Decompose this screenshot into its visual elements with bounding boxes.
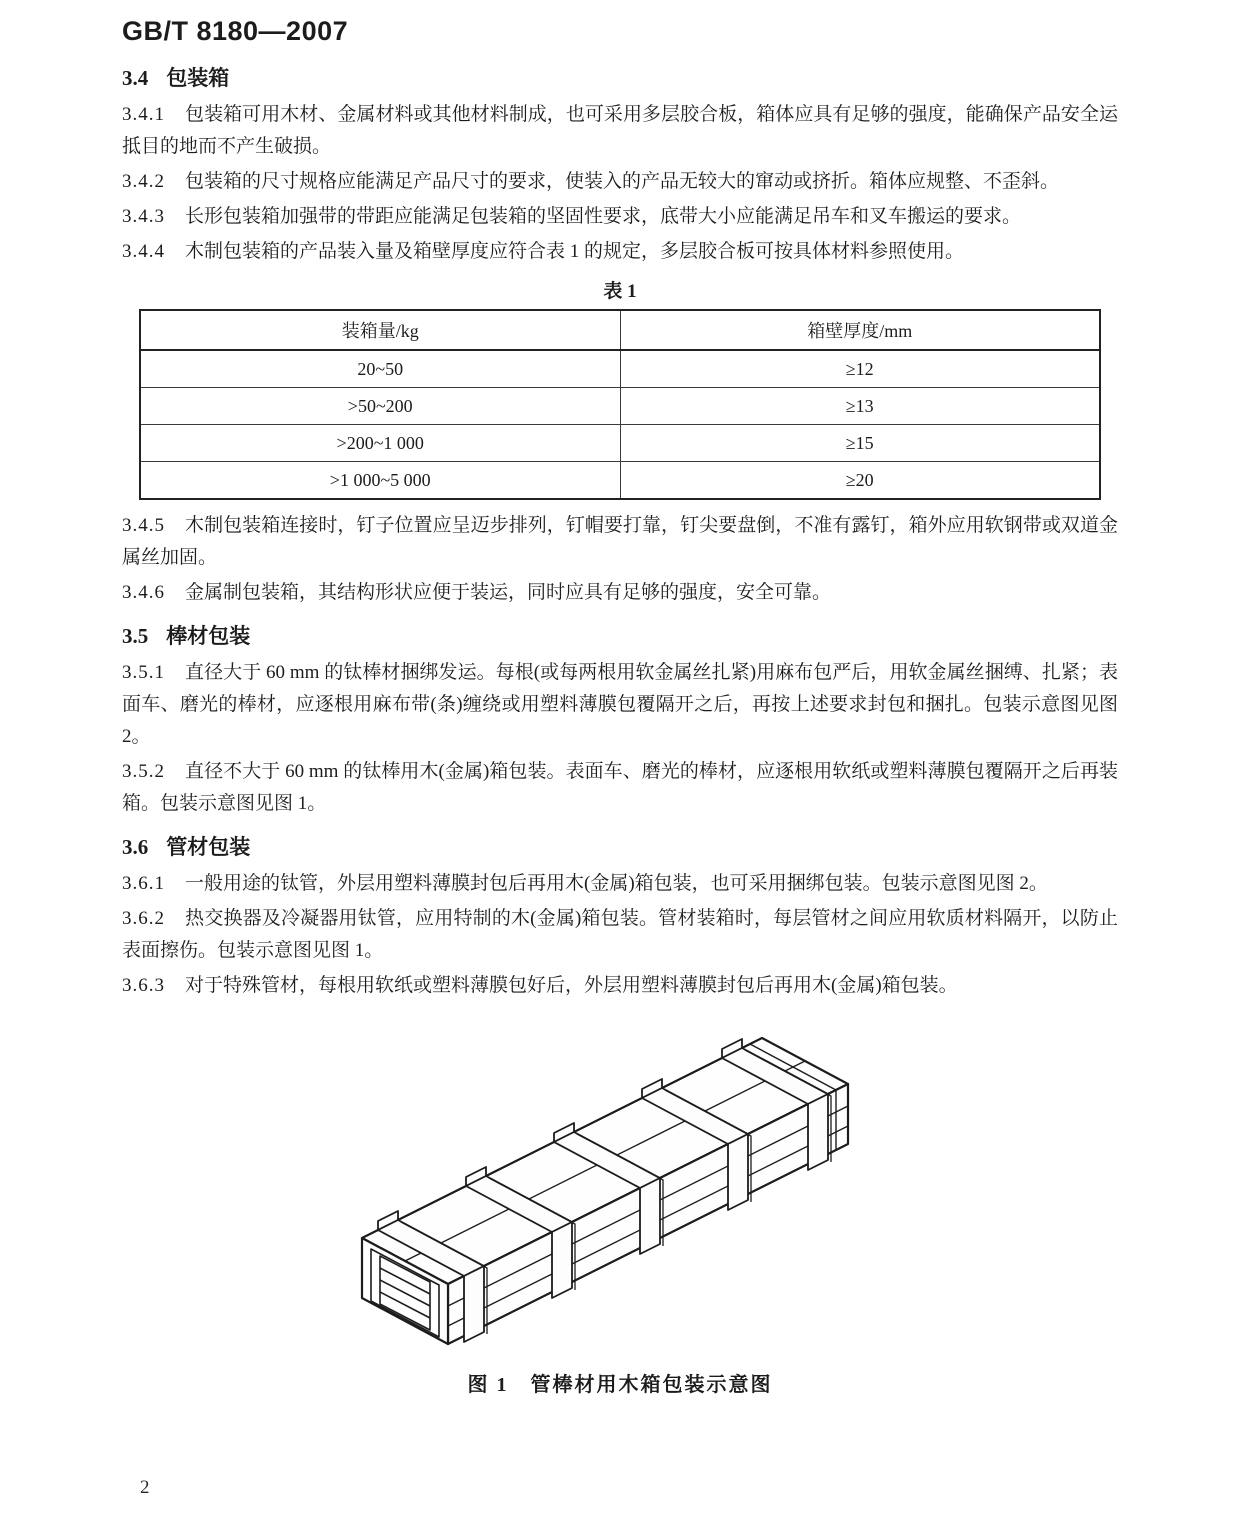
heading-title: 包装箱 — [166, 66, 230, 90]
clause-text: 木制包装箱的产品装入量及箱壁厚度应符合表 1 的规定，多层胶合板可按具体材料参照使用。 — [185, 241, 965, 262]
cell-weight-range: >200~1 000 — [140, 425, 620, 462]
clause-text: 直径大于 60 mm 的钛棒材捆绑发运。每根(或每两根用软金属丝扎紧)用麻布包严后，用软金属丝捆缚、扎紧；表面车、磨光的棒材，应逐根用麻布带(条)缠绕或用塑料薄膜包覆隔开之后，再按上述要求封包和捆扎。包装示意图见图 2。 — [122, 662, 1118, 747]
cell-thickness: ≥12 — [620, 350, 1100, 388]
clause-number: 3.4.3 — [122, 206, 165, 227]
figure-1 — [340, 1016, 900, 1356]
col-header-packing-weight: 装箱量/kg — [140, 310, 620, 350]
heading-title: 棒材包装 — [166, 624, 251, 648]
table-1 — [139, 309, 1101, 500]
col-header-wall-thickness: 箱壁厚度/mm — [620, 310, 1100, 350]
cell-thickness: ≥15 — [620, 425, 1100, 462]
figure-1-caption: 图 1 管棒材用木箱包装示意图 — [467, 1374, 773, 1396]
clause-3-4-3 — [122, 201, 1118, 233]
clause-3-4-4 — [122, 236, 1118, 268]
clause-number: 3.6.1 — [122, 873, 165, 894]
clause-number: 3.6.2 — [122, 908, 165, 929]
heading-3-5 — [122, 621, 1118, 651]
cell-thickness: ≥20 — [620, 462, 1100, 500]
clause-text: 包装箱的尺寸规格应能满足产品尺寸的要求，使装入的产品无较大的窜动或挤折。箱体应规整、不歪斜。 — [185, 171, 1060, 192]
clause-3-4-2 — [122, 166, 1118, 198]
wooden-crate-figure — [340, 1016, 900, 1356]
clause-text: 金属制包装箱，其结构形状应便于装运，同时应具有足够的强度，安全可靠。 — [185, 582, 832, 603]
clause-3-6-1 — [122, 868, 1118, 900]
clause-text: 木制包装箱连接时，钉子位置应呈迈步排列，钉帽要打靠，钉尖要盘倒，不准有露钉，箱外应用软钢带或双道金属丝加固。 — [122, 515, 1118, 568]
clause-text: 长形包装箱加强带的带距应能满足包装箱的坚固性要求，底带大小应能满足吊车和叉车搬运的要求。 — [185, 206, 1022, 227]
clause-number: 3.4.1 — [122, 104, 165, 125]
clause-3-5-2 — [122, 756, 1118, 820]
clause-text: 热交换器及冷凝器用钛管，应用特制的木(金属)箱包装。管材装箱时，每层管材之间应用软质材料隔开，以防止表面擦伤。包装示意图见图 1。 — [122, 908, 1118, 961]
heading-number: 3.6 — [122, 835, 149, 859]
heading-3-4 — [122, 63, 1118, 93]
cell-weight-range: 20~50 — [140, 350, 620, 388]
table-row — [140, 388, 1100, 425]
clause-3-4-5 — [122, 510, 1118, 574]
table-1-title: 表 1 — [603, 281, 637, 302]
clause-number: 3.4.6 — [122, 582, 165, 603]
clause-3-4-1 — [122, 99, 1118, 163]
clause-number: 3.5.1 — [122, 662, 165, 683]
table-header-row — [140, 310, 1100, 350]
clause-3-6-3 — [122, 970, 1118, 1002]
clause-3-4-6 — [122, 577, 1118, 609]
heading-number: 3.4 — [122, 66, 149, 90]
table-row — [140, 350, 1100, 388]
cell-weight-range: >50~200 — [140, 388, 620, 425]
heading-title: 管材包装 — [166, 835, 251, 859]
heading-number: 3.5 — [122, 624, 149, 648]
cell-thickness: ≥13 — [620, 388, 1100, 425]
clause-number: 3.4.5 — [122, 515, 165, 536]
heading-3-6 — [122, 832, 1118, 862]
clause-number: 3.6.3 — [122, 975, 165, 996]
clause-number: 3.5.2 — [122, 761, 165, 782]
standard-code: GB/T 8180—2007 — [122, 16, 349, 46]
clause-text: 包装箱可用木材、金属材料或其他材料制成，也可采用多层胶合板，箱体应具有足够的强度，能确保产品安全运抵目的地而不产生破损。 — [122, 104, 1118, 157]
table-row — [140, 425, 1100, 462]
clause-text: 对于特殊管材，每根用软纸或塑料薄膜包好后，外层用塑料薄膜封包后再用木(金属)箱包装。 — [185, 975, 958, 996]
clause-3-5-1 — [122, 657, 1118, 753]
clause-number: 3.4.4 — [122, 241, 165, 262]
table-row — [140, 462, 1100, 500]
cell-weight-range: >1 000~5 000 — [140, 462, 620, 500]
clause-3-6-2 — [122, 903, 1118, 967]
clause-text: 一般用途的钛管，外层用塑料薄膜封包后再用木(金属)箱包装，也可采用捆绑包装。包装示意图见图 2。 — [185, 873, 1048, 894]
page-number: 2 — [140, 1477, 150, 1498]
clause-text: 直径不大于 60 mm 的钛棒用木(金属)箱包装。表面车、磨光的棒材，应逐根用软纸或塑料薄膜包覆隔开之后再装箱。包装示意图见图 1。 — [122, 761, 1118, 814]
clause-number: 3.4.2 — [122, 171, 165, 192]
